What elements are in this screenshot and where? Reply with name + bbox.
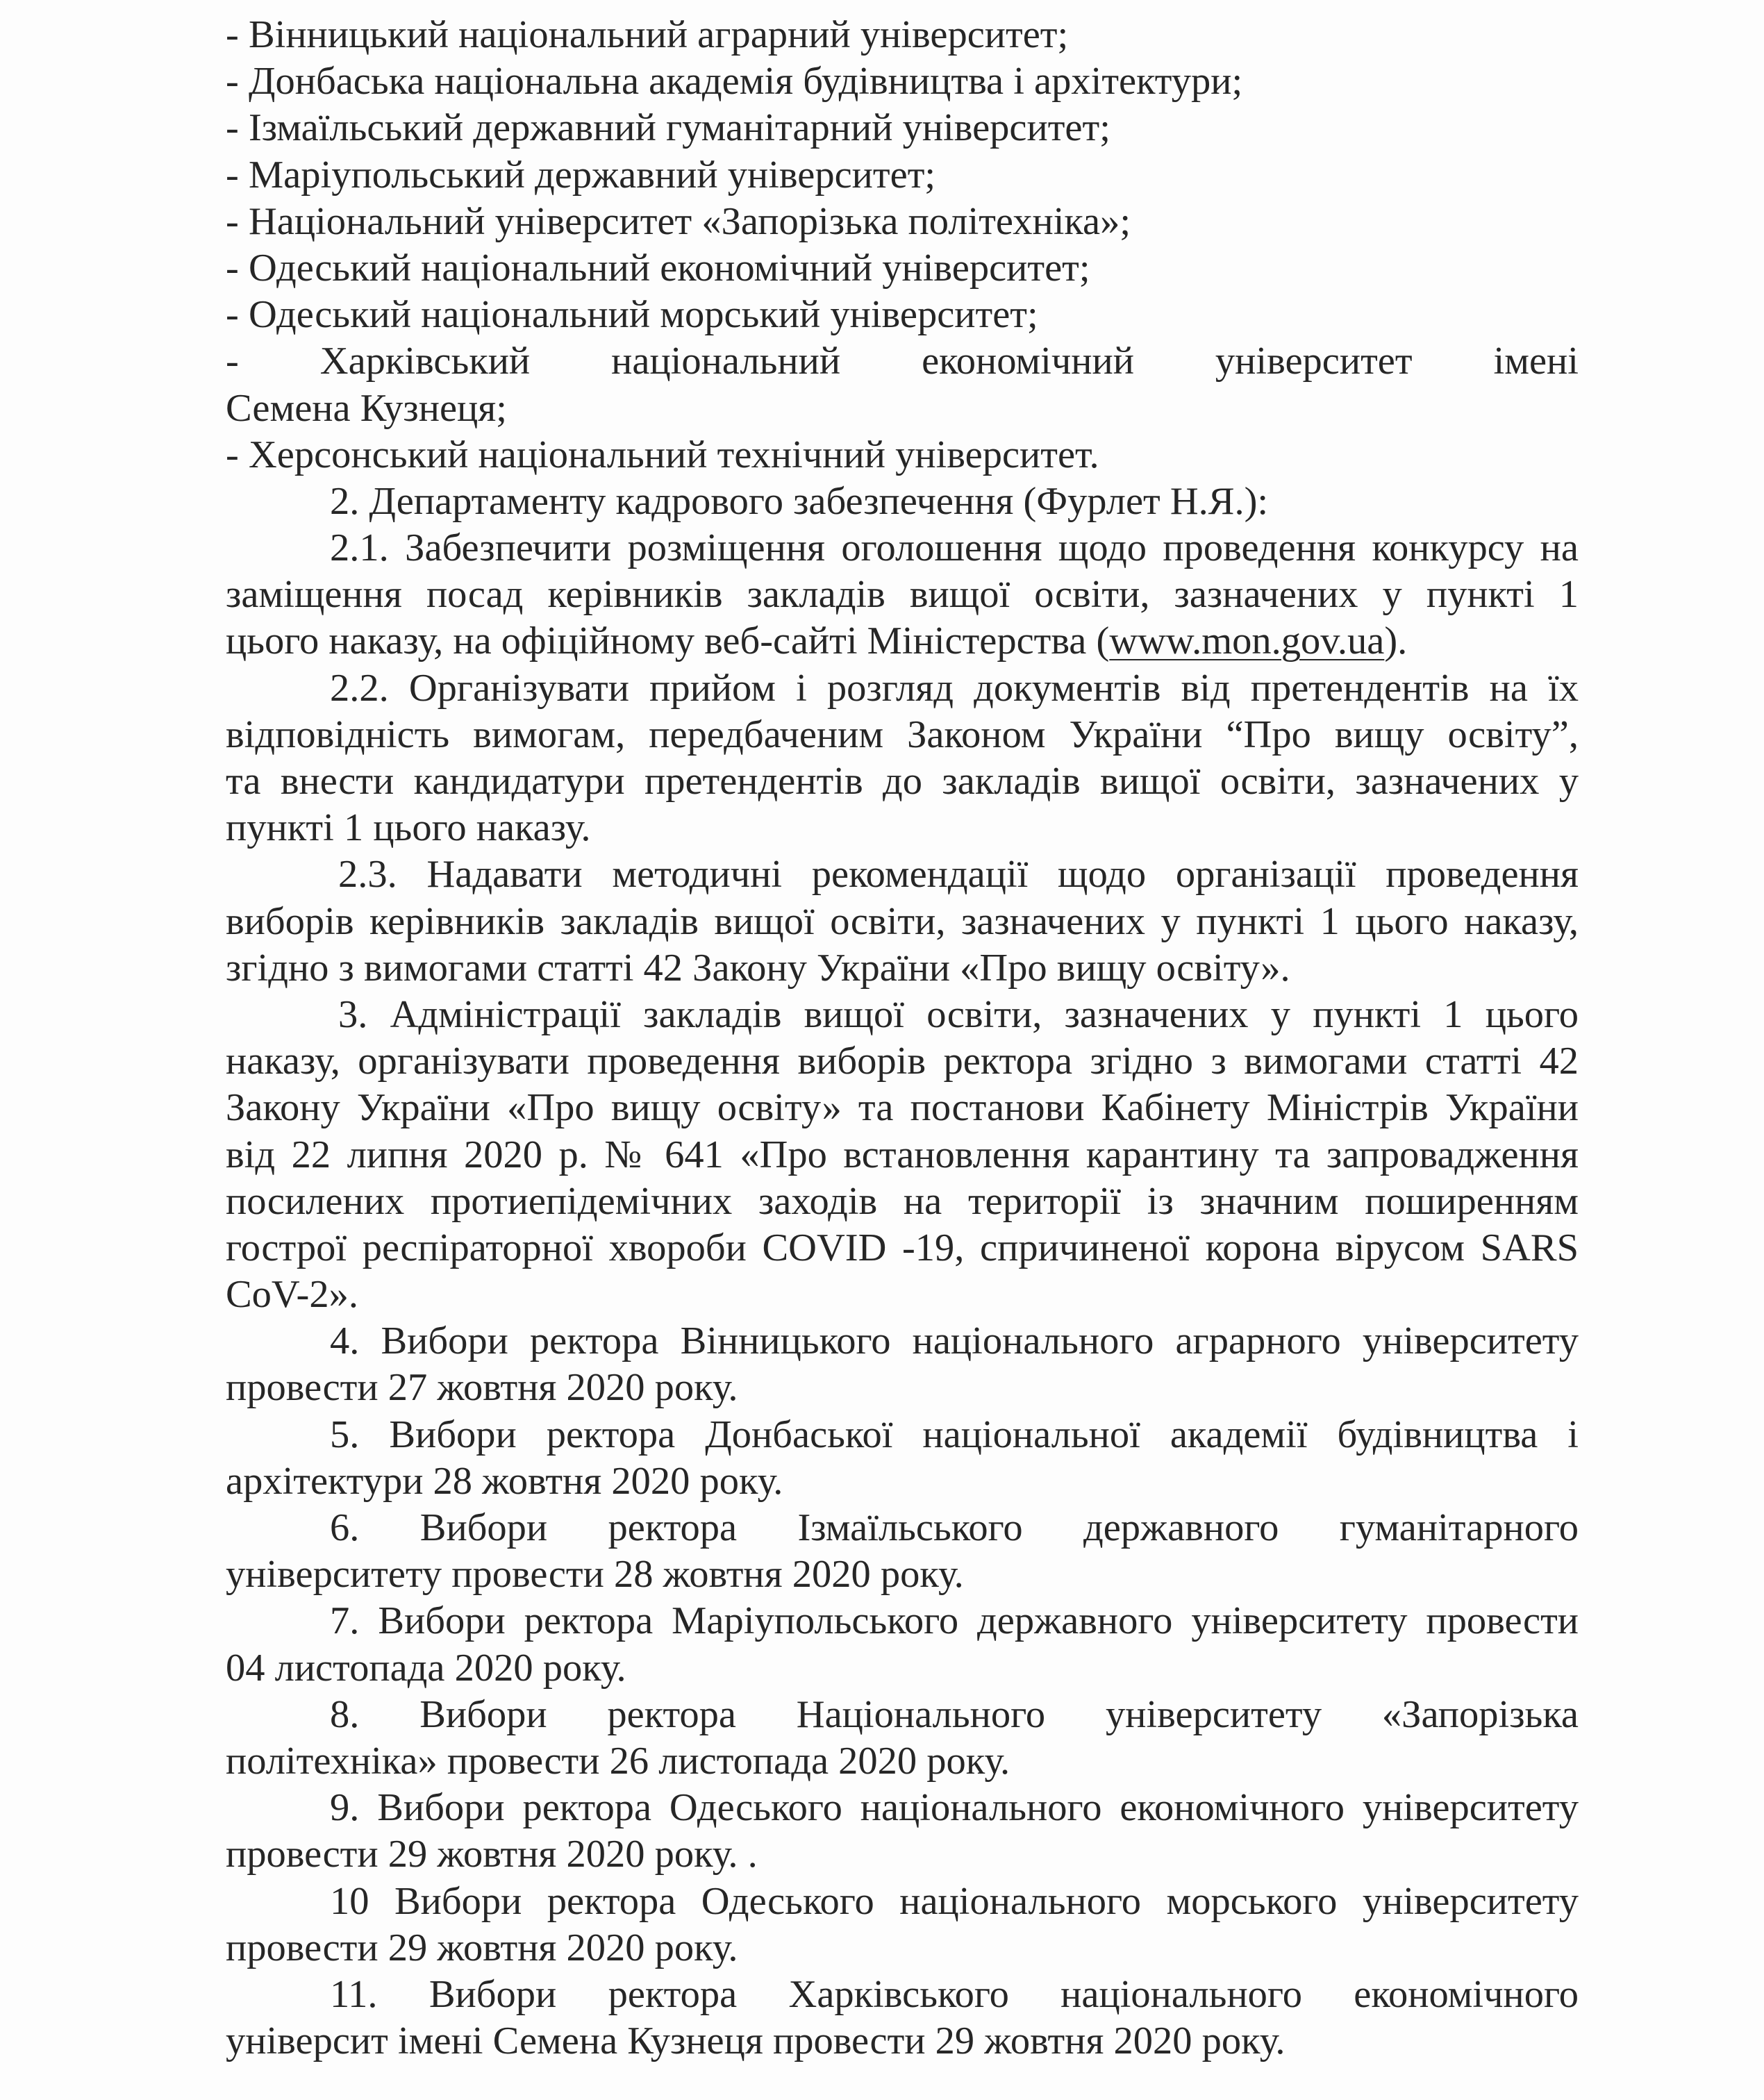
paragraph-2-1 [226, 525, 1579, 665]
paragraph-line: заміщення посад керівників закладів вищої освіти, зазначених у пункті 1 [226, 573, 1579, 617]
list-item-continuation: Семена Кузнеця; [226, 386, 507, 430]
paragraph-line: 2.2. Організувати прийом і розгляд документів від претендентів на їх [330, 666, 1579, 710]
paragraph-line: провести 27 жовтня 2020 року. [226, 1366, 738, 1410]
paragraph-11 [226, 1972, 1579, 2065]
paragraph-3 [226, 992, 1579, 1318]
paragraph-text: цього наказу, на офіційному веб-сайті Міністерства ( [226, 619, 1110, 663]
paragraph-line: університ імені Семена Кузнеця провести 29 жовтня 2020 року. [226, 2019, 1285, 2063]
list-item: - Одеський національний морський університет; [226, 293, 1038, 337]
paragraph-10 [226, 1878, 1579, 1972]
paragraph-line: 9. Вибори ректора Одеського національного економічного університету [330, 1786, 1579, 1830]
paragraph-line: 4. Вибори ректора Вінницького національного аграрного університету [330, 1319, 1579, 1363]
paragraph-2-2 [226, 665, 1579, 852]
paragraph-line: архітектури 28 жовтня 2020 року. [226, 1459, 783, 1503]
list-item: - Маріупольський державний університет; [226, 153, 936, 197]
list-item: - Національний університет «Запорізька політехніка»; [226, 199, 1131, 243]
paragraph-line: 6. Вибори ректора Ізмаїльського державного гуманітарного [330, 1506, 1579, 1549]
paragraph-line: 2.3. Надавати методичні рекомендації щодо організації проведення [338, 853, 1579, 897]
document-page [226, 12, 1579, 2065]
paragraph-line: та внести кандидатури претендентів до закладів вищої освіти, зазначених у [226, 760, 1579, 803]
university-list [226, 12, 1579, 478]
paragraph-line: від 22 липня 2020 р. № 641 «Про встановлення карантину та запровадження [226, 1133, 1579, 1176]
paragraph-line: CoV-2». [226, 1273, 358, 1317]
list-item: - Вінницький національний аграрний університет; [226, 13, 1069, 56]
ministry-website-link[interactable]: www.mon.gov.ua [1109, 619, 1385, 663]
paragraph-line: 11. Вибори ректора Харківського національного економічного [330, 1972, 1579, 2016]
paragraph-text: ). [1384, 619, 1408, 663]
paragraph-2 [226, 478, 1579, 525]
paragraph-line: відповідність вимогам, передбаченим Законом України “Про вищу освіту”, [226, 712, 1579, 756]
list-item: - Ізмаїльський державний гуманітарний університет; [226, 106, 1110, 150]
paragraph-line: університету провести 28 жовтня 2020 року. [226, 1553, 964, 1597]
paragraph-line: Закону України «Про вищу освіту» та постанови Кабінету Міністрів України [226, 1086, 1579, 1130]
paragraph-line: наказу, організувати проведення виборів ректора згідно з вимогами статті 42 [226, 1040, 1579, 1083]
list-item: - Херсонський національний технічний університет. [226, 433, 1099, 476]
paragraph-line: виборів керівників закладів вищої освіти, зазначених у пункті 1 цього наказу, [226, 899, 1579, 943]
list-item: - Донбаська національна академія будівництва і архітектури; [226, 60, 1243, 103]
paragraph-line: 10 Вибори ректора Одеського національного морського університету [330, 1879, 1579, 1923]
paragraph-9 [226, 1785, 1579, 1878]
paragraph-5 [226, 1412, 1579, 1505]
paragraph-6 [226, 1505, 1579, 1598]
paragraph-line: провести 29 жовтня 2020 року. [226, 1926, 738, 1969]
paragraph-line: 7. Вибори ректора Маріупольського державного університету провести [330, 1599, 1579, 1643]
paragraph-8 [226, 1692, 1579, 1785]
paragraph-line: 8. Вибори ректора Національного університету «Запорізька [330, 1692, 1579, 1736]
paragraph-line: гострої респіраторної хвороби COVID -19, спричиненої корона вірусом SARS [226, 1226, 1579, 1269]
paragraph-line [226, 618, 1579, 665]
paragraph-line: 04 листопада 2020 року. [226, 1646, 626, 1690]
paragraph-line: посилених протиепідемічних заходів на території із значним поширенням [226, 1179, 1579, 1223]
paragraph-line: 3. Адміністрації закладів вищої освіти, зазначених у пункті 1 цього [338, 992, 1579, 1036]
list-item: - Харківський національний економічний університет імені [226, 340, 1579, 383]
paragraph-line: 5. Вибори ректора Донбаської національної академії будівництва і [330, 1412, 1579, 1456]
paragraph-line: політехніка» провести 26 листопада 2020 року. [226, 1739, 1010, 1783]
paragraph-2-3 [226, 851, 1579, 992]
paragraph-line: пункті 1 цього наказу. [226, 806, 591, 850]
list-item: - Одеський національний економічний університет; [226, 246, 1090, 290]
paragraph-line: провести 29 жовтня 2020 року. . [226, 1833, 758, 1876]
paragraph-7 [226, 1598, 1579, 1691]
paragraph-line: 2.1. Забезпечити розміщення оголошення щодо проведення конкурсу на [330, 526, 1579, 570]
paragraph-line: згідно з вимогами статті 42 Закону України «Про вищу освіту». [226, 946, 1290, 990]
paragraph-line: 2. Департаменту кадрового забезпечення (Фурлет Н.Я.): [330, 479, 1269, 523]
paragraph-4 [226, 1318, 1579, 1411]
